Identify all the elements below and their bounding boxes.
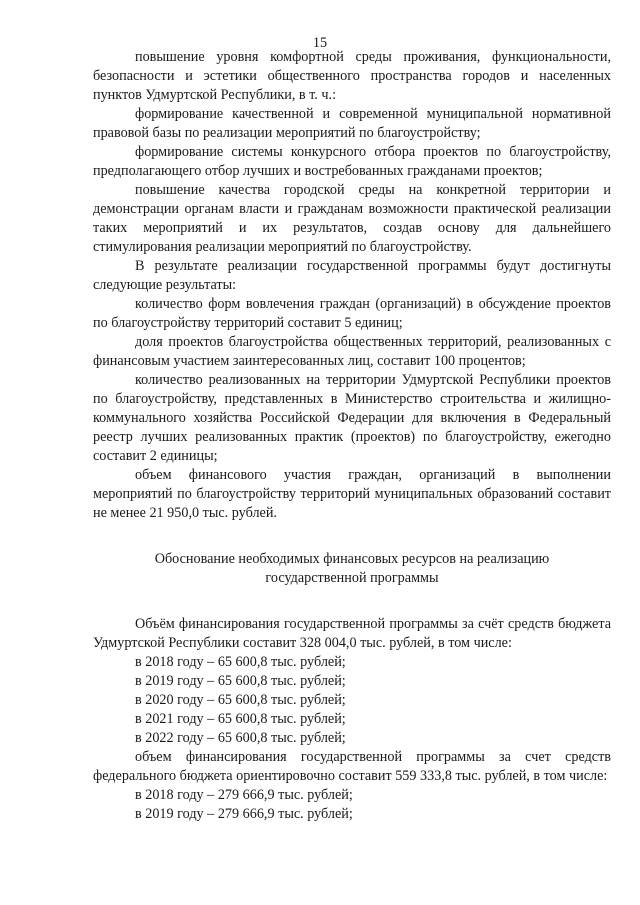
regional-funding-2022: в 2022 году – 65 600,8 тыс. рублей;: [135, 730, 346, 746]
paragraph-results-intro: В результате реализации государственной программы будут достигнуты следующие результаты:: [93, 258, 611, 293]
paragraph-result-best-practices: количество реализованных на территории Удмуртской Республики проектов по благоустройству, представленных в Министерство строительства и жилищно-коммунального хозяйства Российской Федерации для включения в Федеральный реестр лучших реализованных практик (проектов) по благоустройству, ежегодно составит 2 единицы;: [93, 372, 611, 464]
paragraph-comfort-environment: повышение уровня комфортной среды проживания, функциональности, безопасности и эстетики общественного пространства городов и населенных пунктов Удмуртской Республики, в т. ч.:: [93, 49, 611, 103]
paragraph-result-projects-share: доля проектов благоустройства общественных территорий, реализованных с финансовым участием заинтересованных лиц, составит 100 процентов;: [93, 334, 611, 369]
regional-funding-2019: в 2019 году – 65 600,8 тыс. рублей;: [135, 673, 346, 689]
paragraph-urban-quality: повышение качества городской среды на конкретной территории и демонстрации органам власти и гражданам возможности практической реализации таких мероприятий и их результатов, создав основу для дальнейшего стимулирования реализации мероприятий по благоустройству.: [93, 182, 611, 255]
document-body: [93, 48, 611, 824]
paragraph-result-engagement-forms: количество форм вовлечения граждан (организаций) в обсуждение проектов по благоустройству территорий составит 5 единиц;: [93, 296, 611, 331]
page-number: 15: [312, 35, 328, 51]
paragraph-result-financial-participation: объем финансового участия граждан, организаций в выполнении мероприятий по благоустройству территорий муниципальных образований составит не менее 21 950,0 тыс. рублей.: [93, 467, 611, 521]
paragraph-federal-funding: объем финансирования государственной программы за счет средств федерального бюджета ориентировочно составит 559 333,8 тыс. рублей, в том числе:: [93, 749, 611, 784]
paragraph-regional-funding: Объём финансирования государственной программы за счёт средств бюджета Удмуртской Республики составит 328 004,0 тыс. рублей, в том числе:: [93, 616, 611, 651]
federal-funding-2018: в 2018 году – 279 666,9 тыс. рублей;: [135, 787, 353, 803]
section-heading-line-1: Обоснование необходимых финансовых ресурсов на реализацию: [154, 551, 550, 567]
paragraph-competitive-selection: формирование системы конкурсного отбора проектов по благоустройству, предполагающего отбор лучших и востребованных гражданами проектов;: [93, 144, 611, 179]
regional-funding-2018: в 2018 году – 65 600,8 тыс. рублей;: [135, 654, 346, 670]
regional-funding-2021: в 2021 году – 65 600,8 тыс. рублей;: [135, 711, 346, 727]
section-heading-line-2: государственной программы: [265, 570, 439, 586]
section-heading: [93, 550, 611, 588]
federal-funding-2019: в 2019 году – 279 666,9 тыс. рублей;: [135, 806, 353, 822]
regional-funding-2020: в 2020 году – 65 600,8 тыс. рублей;: [135, 692, 346, 708]
paragraph-normative-base: формирование качественной и современной муниципальной нормативной правовой базы по реализации мероприятий по благоустройству;: [93, 106, 611, 141]
